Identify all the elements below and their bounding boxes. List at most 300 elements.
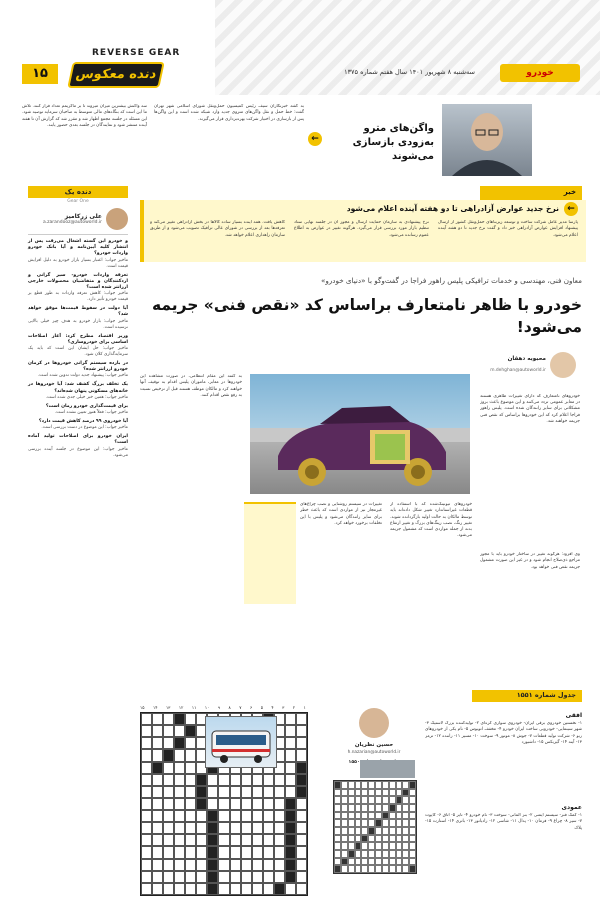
crossword-cell[interactable] <box>141 883 152 895</box>
qa-item <box>28 404 128 416</box>
crossword-cell[interactable] <box>218 798 229 810</box>
crossword-cell[interactable] <box>141 786 152 798</box>
solution-cell <box>396 850 403 858</box>
article-lead: خودرو‌های نامتعارف که دارای تغییرات ظاهری هستند در معابر عمومی تردد می‌کنند و این موضوع باعث بروز مشکلاتی برای سایر رانندگان شده است. پلیس راهور فراجا اعلام کرد که این خودروها براساس کد نقص فنی جریمه خواهند شد. <box>480 394 580 424</box>
crossword-cell[interactable] <box>163 762 174 774</box>
solution-cell <box>402 835 409 843</box>
crossword-cell[interactable] <box>252 774 263 786</box>
crossword-cell[interactable] <box>141 834 152 846</box>
solution-cell <box>375 842 382 850</box>
article-author-email: m.dehghan@autoworld.ir <box>490 368 546 373</box>
crossword-cell[interactable] <box>174 774 185 786</box>
solution-cell <box>375 865 382 873</box>
solution-cell <box>389 827 396 835</box>
crossword-cell[interactable] <box>263 871 274 883</box>
qa-item <box>28 273 128 304</box>
crossword-cell[interactable] <box>218 871 229 883</box>
crossword-cell[interactable] <box>185 749 196 761</box>
solution-cell <box>368 804 375 812</box>
top-strip <box>22 104 582 178</box>
article-headline: خودرو با ظاهر نامتعارف براساس کد «نقص فنی» جریمه می‌شود! <box>151 296 582 336</box>
crossword-cell[interactable] <box>196 883 207 895</box>
crossword-cell[interactable] <box>285 871 296 883</box>
crossword-cell[interactable] <box>163 798 174 810</box>
crossword-cell[interactable] <box>152 798 163 810</box>
section-title-en: REVERSE GEAR <box>92 48 181 58</box>
crossword-cell[interactable] <box>218 810 229 822</box>
solution-cell <box>334 858 341 866</box>
solution-cell <box>382 796 389 804</box>
crossword-cell[interactable] <box>152 859 163 871</box>
solution-cell <box>402 827 409 835</box>
crossword-cell[interactable] <box>230 798 241 810</box>
crossword-cell[interactable] <box>252 883 263 895</box>
crossword-cell[interactable] <box>218 822 229 834</box>
crossword-cell[interactable] <box>285 834 296 846</box>
tuned-car-photo <box>250 374 470 494</box>
crossword-cell[interactable] <box>174 846 185 858</box>
crossword-cell[interactable] <box>230 786 241 798</box>
crossword-cell[interactable] <box>252 798 263 810</box>
crossword-cell[interactable] <box>296 713 307 725</box>
crossword-cell[interactable] <box>185 859 196 871</box>
crossword-cell[interactable] <box>285 774 296 786</box>
solution-cell <box>348 804 355 812</box>
solution-cell <box>355 812 362 820</box>
crossword-cell[interactable] <box>296 883 307 895</box>
crossword-cell[interactable] <box>185 810 196 822</box>
solution-cell <box>389 850 396 858</box>
col-number: ۱۰ <box>204 705 210 710</box>
crossword-cell[interactable] <box>296 822 307 834</box>
crossword-cell[interactable] <box>241 774 252 786</box>
crossword-cell[interactable] <box>274 810 285 822</box>
crossword-author-name: حسین نظریان <box>354 742 394 748</box>
crossword-cell[interactable] <box>141 859 152 871</box>
crossword-cell[interactable] <box>218 846 229 858</box>
col-number: ۲ <box>292 705 296 710</box>
qa-answer: ماخیر جواب: همین خبر خیلی جدی شده است. <box>45 394 128 400</box>
crossword-cell[interactable] <box>285 846 296 858</box>
solution-cell <box>334 827 341 835</box>
solution-cell <box>409 796 416 804</box>
crossword-cell[interactable] <box>274 798 285 810</box>
crossword-cell[interactable] <box>252 810 263 822</box>
crossword-cell[interactable] <box>230 774 241 786</box>
solution-cell <box>409 835 416 843</box>
qa-item <box>28 334 128 358</box>
crossword-cell[interactable] <box>263 846 274 858</box>
crossword-cell[interactable] <box>163 774 174 786</box>
crossword-cell[interactable] <box>207 798 218 810</box>
crossword-cell[interactable] <box>241 834 252 846</box>
col-number: ۴ <box>271 705 274 710</box>
news-col-1: کاهش یافت. همه آینده بسیار ساده کالاها در بخش آزادراهی تغییر می‌کند و تعرفه‌ها بعد از بررسی در شورای عالی ترافیک تصویب می‌شود و از طریق سازمان راهداری اعلام خواهد شد. <box>150 220 285 238</box>
crossword-cell[interactable] <box>274 822 285 834</box>
crossword-cell[interactable] <box>285 713 296 725</box>
crossword-cell[interactable] <box>274 846 285 858</box>
small-car-photo <box>360 760 415 778</box>
solution-cell <box>409 842 416 850</box>
crossword-cell[interactable] <box>241 859 252 871</box>
crossword-cell[interactable] <box>185 725 196 737</box>
solution-cell <box>355 796 362 804</box>
solution-cell <box>368 842 375 850</box>
crossword-cell[interactable] <box>296 737 307 749</box>
crossword-cell[interactable] <box>296 749 307 761</box>
crossword-cell[interactable] <box>152 846 163 858</box>
crossword-cell[interactable] <box>285 810 296 822</box>
solution-cell <box>361 865 368 873</box>
crossword-cell[interactable] <box>274 883 285 895</box>
crossword-cell[interactable] <box>174 798 185 810</box>
crossword-cell[interactable] <box>141 810 152 822</box>
solution-cell <box>368 796 375 804</box>
article-author-avatar <box>550 352 576 378</box>
crossword-cell[interactable] <box>152 822 163 834</box>
crossword-cell[interactable] <box>207 859 218 871</box>
crossword-cell[interactable] <box>241 822 252 834</box>
crossword-cell[interactable] <box>152 883 163 895</box>
crossword-cell[interactable] <box>207 774 218 786</box>
crossword-cell[interactable] <box>196 834 207 846</box>
solution-cell <box>334 835 341 843</box>
article-body-col-1: خودروهای تیونینگ‌شده که با استفاده از قطعات غیراستاندارد تغییر شکل داده‌اند باید توسط مالکان به حالت اولیه بازگردانده شوند. تغییر رنگ، نصب رینگ‌های بزرگ و تغییر ارتفاع بدنه از جمله مواردی است که مشمول جریمه می‌شود. <box>390 502 472 539</box>
crossword-cell[interactable] <box>163 749 174 761</box>
solution-cell <box>375 796 382 804</box>
solution-title: ۱۵۵۰ <box>348 760 360 765</box>
crossword-cell[interactable] <box>285 859 296 871</box>
solution-cell <box>375 789 382 797</box>
crossword-cell[interactable] <box>141 822 152 834</box>
crossword-cell[interactable] <box>241 883 252 895</box>
solution-cell <box>389 796 396 804</box>
crossword-cell[interactable] <box>152 834 163 846</box>
crossword-cell[interactable] <box>218 834 229 846</box>
crossword-cell[interactable] <box>230 871 241 883</box>
solution-cell <box>368 865 375 873</box>
crossword-cell[interactable] <box>174 810 185 822</box>
crossword-cell[interactable] <box>174 822 185 834</box>
crossword-cell[interactable] <box>196 846 207 858</box>
crossword-cell[interactable] <box>252 834 263 846</box>
arrow-left-icon: ← <box>308 132 322 146</box>
crossword-cell[interactable] <box>163 725 174 737</box>
crossword-cell[interactable] <box>285 822 296 834</box>
solution-cell <box>396 865 403 873</box>
solution-cell <box>334 850 341 858</box>
crossword-cell[interactable] <box>218 774 229 786</box>
crossword-cell[interactable] <box>141 762 152 774</box>
crossword-cell[interactable] <box>163 822 174 834</box>
top-left-text: سه واکنش بیشترین میزان میروند تا بر ماکزیمم تعداد فرار کنند. تلاش ما این است که بنگاه‌های مالی متوسط به صاحبان سرمایه توصیه شود. این مسئله در جلسه مجمع اظهار شد و مقرر شد که گزارش آن تا هفته آینده منتشر شود و نمایندگان در جلسه بعدی حضور یابند. <box>22 104 147 128</box>
crossword-cell[interactable] <box>163 713 174 725</box>
crossword-cell[interactable] <box>230 859 241 871</box>
crossword-cell[interactable] <box>185 737 196 749</box>
crossword-cell[interactable] <box>163 846 174 858</box>
section-logo: دنده معکوس <box>67 62 165 88</box>
crossword-cell[interactable] <box>163 871 174 883</box>
crossword-cell[interactable] <box>263 774 274 786</box>
crossword-cell[interactable] <box>141 846 152 858</box>
crossword-cell[interactable] <box>263 883 274 895</box>
solution-cell <box>341 858 348 866</box>
crossword-cell[interactable] <box>185 834 196 846</box>
crossword-cell[interactable] <box>274 871 285 883</box>
crossword-cell[interactable] <box>152 725 163 737</box>
crossword-cell[interactable] <box>141 713 152 725</box>
crossword-cell[interactable] <box>230 822 241 834</box>
crossword-cell[interactable] <box>296 786 307 798</box>
crossword-cell[interactable] <box>285 762 296 774</box>
column-tag: دنده یک <box>64 188 92 196</box>
column-email: a.zarandooz@autoworld.ir <box>42 220 102 225</box>
crossword-cell[interactable] <box>174 713 185 725</box>
crossword-cell[interactable] <box>252 822 263 834</box>
crossword-cell[interactable] <box>207 871 218 883</box>
crossword-cell[interactable] <box>196 786 207 798</box>
crossword-cell[interactable] <box>285 737 296 749</box>
solution-cell <box>389 858 396 866</box>
col-number: ۱۵ <box>140 705 145 710</box>
crossword-cell[interactable] <box>296 725 307 737</box>
crossword-cell[interactable] <box>263 798 274 810</box>
solution-cell <box>361 827 368 835</box>
page-number: ۱۵ <box>22 64 58 84</box>
crossword-cell[interactable] <box>241 798 252 810</box>
qa-column <box>28 186 128 886</box>
col-number: ۱۳ <box>165 705 171 710</box>
crossword-cell[interactable] <box>152 871 163 883</box>
crossword-cell[interactable] <box>218 883 229 895</box>
solution-cell <box>402 804 409 812</box>
crossword-cell[interactable] <box>196 871 207 883</box>
crossword-cell[interactable] <box>141 798 152 810</box>
crossword-cell[interactable] <box>241 846 252 858</box>
solution-cell <box>396 812 403 820</box>
crossword-cell[interactable] <box>185 713 196 725</box>
solution-cell <box>348 850 355 858</box>
solution-cell <box>389 781 396 789</box>
crossword-cell[interactable] <box>285 883 296 895</box>
brand-logo: خودرو <box>500 64 580 82</box>
crossword-cell[interactable] <box>230 834 241 846</box>
crossword-cell[interactable] <box>296 871 307 883</box>
crossword-cell[interactable] <box>274 786 285 798</box>
crossword-cell[interactable] <box>185 846 196 858</box>
crossword-cell[interactable] <box>241 810 252 822</box>
solution-cell <box>368 812 375 820</box>
solution-cell <box>375 858 382 866</box>
crossword-cell[interactable] <box>185 871 196 883</box>
crossword-cell[interactable] <box>174 749 185 761</box>
crossword-cell[interactable] <box>174 786 185 798</box>
solution-cell <box>361 858 368 866</box>
crossword-cell[interactable] <box>285 749 296 761</box>
crossword-cell[interactable] <box>163 883 174 895</box>
crossword-cell[interactable] <box>141 774 152 786</box>
crossword-cell[interactable] <box>263 786 274 798</box>
solution-cell <box>341 804 348 812</box>
qa-item <box>28 306 128 330</box>
solution-cell <box>382 865 389 873</box>
crossword-cell[interactable] <box>185 822 196 834</box>
solution-cell <box>402 812 409 820</box>
solution-cell <box>341 842 348 850</box>
crossword-cell[interactable] <box>285 786 296 798</box>
solution-cell <box>341 789 348 797</box>
crossword-cell[interactable] <box>152 786 163 798</box>
crossword-cell[interactable] <box>163 859 174 871</box>
solution-cell <box>396 819 403 827</box>
crossword-cell[interactable] <box>230 810 241 822</box>
solution-cell <box>355 789 362 797</box>
crossword-cell[interactable] <box>141 725 152 737</box>
crossword-cell[interactable] <box>174 859 185 871</box>
crossword-cell[interactable] <box>207 834 218 846</box>
crossword-cell[interactable] <box>185 798 196 810</box>
solution-cell <box>402 858 409 866</box>
solution-cell <box>375 812 382 820</box>
crossword-cell[interactable] <box>285 798 296 810</box>
qa-question: در بازده سیستم گرانی خودروها در کرمان خودرو ارزانتر شده؟ <box>28 361 128 373</box>
crossword-cell[interactable] <box>141 737 152 749</box>
solution-cell <box>409 865 416 873</box>
crossword-cell[interactable] <box>163 834 174 846</box>
crossword-cell[interactable] <box>152 762 163 774</box>
solution-cell <box>389 835 396 843</box>
crossword-cell[interactable] <box>263 834 274 846</box>
crossword-cell[interactable] <box>163 786 174 798</box>
crossword-cell[interactable] <box>185 786 196 798</box>
crossword-cell[interactable] <box>207 822 218 834</box>
crossword-cell[interactable] <box>141 871 152 883</box>
crossword-cell[interactable] <box>252 859 263 871</box>
crossword-cell[interactable] <box>252 846 263 858</box>
crossword-cell[interactable] <box>296 762 307 774</box>
crossword-cell[interactable] <box>152 737 163 749</box>
solution-cell <box>361 789 368 797</box>
crossword-cell[interactable] <box>152 810 163 822</box>
crossword-cell[interactable] <box>230 846 241 858</box>
crossword-cell[interactable] <box>152 749 163 761</box>
crossword-cell[interactable] <box>296 774 307 786</box>
crossword-cell[interactable] <box>263 810 274 822</box>
solution-cell <box>409 858 416 866</box>
solution-cell <box>382 789 389 797</box>
crossword-cell[interactable] <box>174 883 185 895</box>
crossword-cell[interactable] <box>185 774 196 786</box>
solution-cell <box>396 781 403 789</box>
qa-answer: ماخیر جواب: این موضوع در دست بررسی است. <box>41 425 128 431</box>
crossword-cell[interactable] <box>196 822 207 834</box>
solution-cell <box>348 781 355 789</box>
crossword-cell[interactable] <box>196 810 207 822</box>
solution-cell <box>341 865 348 873</box>
crossword-cell[interactable] <box>252 871 263 883</box>
crossword-cell[interactable] <box>185 762 196 774</box>
crossword-cell[interactable] <box>230 883 241 895</box>
crossword-cell[interactable] <box>241 871 252 883</box>
crossword-cell[interactable] <box>296 859 307 871</box>
col-number: ۳ <box>282 705 285 710</box>
crossword-cell[interactable] <box>185 883 196 895</box>
solution-cell <box>396 842 403 850</box>
solution-cell <box>355 781 362 789</box>
crossword-cell[interactable] <box>296 810 307 822</box>
solution-cell <box>355 819 362 827</box>
crossword-cell[interactable] <box>174 725 185 737</box>
crossword-cell[interactable] <box>174 871 185 883</box>
crossword-cell[interactable] <box>141 749 152 761</box>
crossword-cell[interactable] <box>274 834 285 846</box>
crossword-cell[interactable] <box>241 786 252 798</box>
solution-cell <box>382 842 389 850</box>
crossword-cell[interactable] <box>152 713 163 725</box>
crossword-cell[interactable] <box>285 725 296 737</box>
crossword-cell[interactable] <box>296 798 307 810</box>
crossword-cell[interactable] <box>152 774 163 786</box>
solution-cell <box>368 781 375 789</box>
arrow-left-icon-news: ← <box>564 202 578 216</box>
crossword-cell[interactable] <box>252 786 263 798</box>
crossword-cell[interactable] <box>196 859 207 871</box>
crossword-cell[interactable] <box>296 834 307 846</box>
crossword-cell[interactable] <box>218 859 229 871</box>
news-col-2: نرخ پیشنهادی به سازمان حمایت ارسال و مجوز آن در جلسه نهایی ستاد تنظیم بازار مورد بررسی قرار می‌گیرد. هرگونه تغییر در عوارض به اطلاع عموم رسانده می‌شود. <box>294 220 429 238</box>
across-clues: ۱- نخستین خودروی برقی ایران- خودروی سواری کره‌ای ۲- تولیدکننده بزرگ لاستیک ۳- شهر سینمایی- خودرویی ساخت ایران خودرو ۴- مخفف اتوبوس ۵- نام یکی از خودروهای رنو ۶- شرکت تولید قطعات ۷- جوش ۸- موتور ۹- سوخت ۱۰- مسیر ۱۱- راننده ۱۲- ترمز ۱۳- آینه ۱۴- گیربکس ۱۵- داشبورد <box>425 721 582 745</box>
solution-cell <box>402 842 409 850</box>
qa-item <box>28 419 128 431</box>
solution-cell <box>334 804 341 812</box>
crossword-cell[interactable] <box>207 810 218 822</box>
crossword-cell[interactable] <box>207 786 218 798</box>
crossword-cell[interactable] <box>274 774 285 786</box>
crossword-cell[interactable] <box>174 834 185 846</box>
solution-cell <box>348 842 355 850</box>
solution-cell <box>334 842 341 850</box>
crossword-cell[interactable] <box>274 859 285 871</box>
solution-cell <box>361 835 368 843</box>
crossword-title: جدول شماره ۱۵۵۱ <box>516 691 576 699</box>
crossword-cell[interactable] <box>196 798 207 810</box>
crossword-cell[interactable] <box>296 846 307 858</box>
crossword-cell[interactable] <box>163 737 174 749</box>
crossword-cell[interactable] <box>207 846 218 858</box>
crossword-cell[interactable] <box>263 822 274 834</box>
crossword-cell[interactable] <box>207 883 218 895</box>
crossword-cell[interactable] <box>218 786 229 798</box>
top-mid-text: به گفته خبرنگاران سیف رئیس کمیسیون حمل‌ونقل شورای اسلامی شهر تهران گفت: خط حمل و نقل واگن‌های متروی جدید وارد شبکه شده است و این واگن‌ها پس از بازسازی در اختیار شرکت بهره‌برداری قرار می‌گیرند. <box>154 104 304 122</box>
solution-cell <box>402 789 409 797</box>
main-article <box>140 270 582 690</box>
solution-cell <box>382 850 389 858</box>
crossword-cell[interactable] <box>174 737 185 749</box>
crossword-cell[interactable] <box>174 762 185 774</box>
column-author: علی زرکامیز <box>64 213 102 220</box>
article-author-name: محبوبه دهقان <box>507 356 546 362</box>
crossword-author-avatar <box>359 708 389 738</box>
crossword-cell[interactable] <box>196 774 207 786</box>
solution-cell <box>355 858 362 866</box>
crossword-cell[interactable] <box>163 810 174 822</box>
crossword-cell[interactable] <box>263 859 274 871</box>
solution-cell <box>389 842 396 850</box>
solution-cell <box>368 827 375 835</box>
solution-grid <box>333 780 417 874</box>
bus-illustration <box>206 717 276 767</box>
col-number: ۹ <box>217 705 221 710</box>
